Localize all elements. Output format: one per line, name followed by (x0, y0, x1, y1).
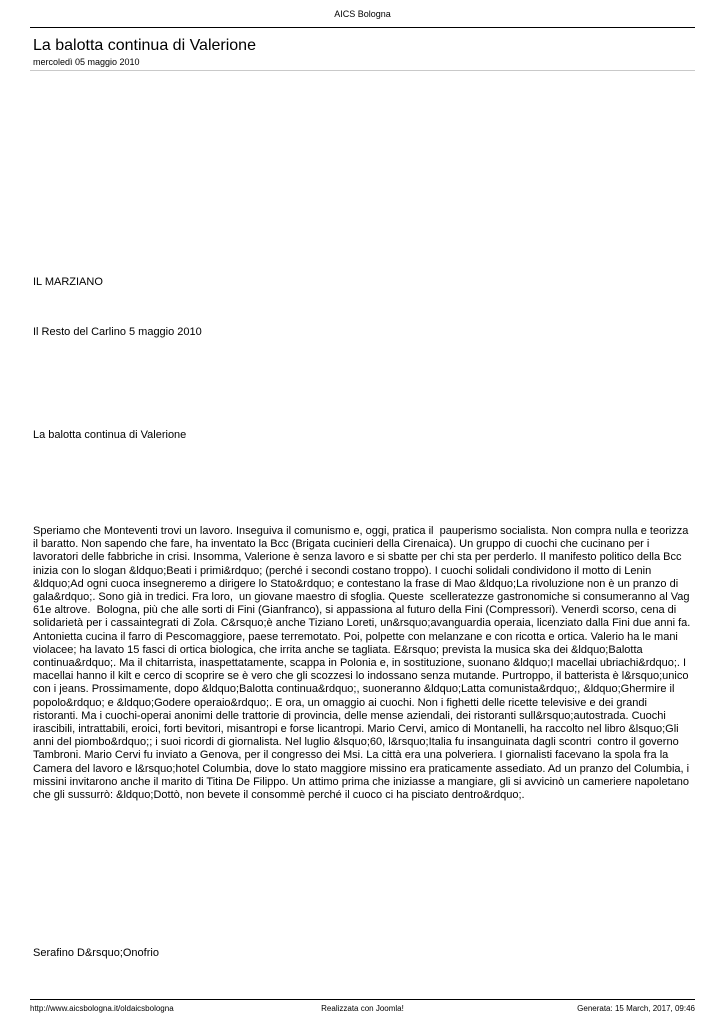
page-title: La balotta continua di Valerione (33, 37, 256, 54)
footer-generated: Generata: 15 March, 2017, 09:46 (577, 1004, 695, 1013)
article-byline: IL MARZIANO (33, 276, 103, 288)
header-divider (30, 27, 695, 28)
article-signature: Serafino D&rsquo;Onofrio (33, 947, 159, 959)
article-subtitle: La balotta continua di Valerione (33, 429, 187, 441)
site-header-text: AICS Bologna (334, 9, 391, 19)
article-body: Speriamo che Monteventi trovi un lavoro. Inseguiva il comunismo e, oggi, pratica il pauperismo socialista. Non compra nulla e teorizza il baratto. Non sapendo che fare, ha inventato la Bcc (Brigata cucinieri della Cirenaica). Un gruppo di cuochi che cucinano per i lavoratori delle fabbriche in crisi. Insomma, Valerione è senza lavoro e si sbatte per chi sta per perderlo. Il manifesto politico della Bcc inizia con lo slogan &ldquo;Beati i primi&rdquo; (perché i secondi costano troppo). I cuochi solidali condividono il motto di Lenin &ldquo;Ad ogni cuoca insegneremo a dirigere lo Stato&rdquo; e contestano la frase di Mao &ldquo;La rivoluzione non è un pranzo di gala&rdquo;. Sono già in tredici. Fra loro, un giovane maestro di sfoglia. Queste scelleratezze gastronomiche si consumeranno al Vag 61e altrove. Bologna, più che alle sorti di Fini (Gianfranco), si appassiona al futuro della Fini (Compressori). Venerdì scorso, cena di solidarietà per i cassaintegrati di Zola. C&rsquo;è anche Tiziano Loreti, un&rsquo;avanguardia operaia, licenziato dalla Fini due anni fa. Antonietta cucina il farro di Pescomaggiore, paese terremotato. Poi, polpette con melanzane e con ricotta e ortica. Valerio ha le mani violacee; ha lavato 15 fasci di ortica biologica, che irrita anche se tagliata. E&rsquo; prevista la musica ska dei &ldquo;Balotta continua&rdquo;. Ma il chitarrista, inaspettatamente, scappa in Polonia e, in sostituzione, suonano &ldquo;I macellai ubriachi&rdquo;. I macellai hanno il kilt e cerco di scoprire se è vero che gli scozzesi lo indossano senza mutande. Purtroppo, il batterista è l&rsquo;unico con i jeans. Prossimamente, dopo &ldquo;Balotta continua&rdquo;, suoneranno &ldquo;Latta comunista&rdquo;, &ldquo;Ghermire il popolo&rdquo; e &ldquo;Godere operaio&rdquo;. E ora, un omaggio ai cuochi. Non i fighetti delle ricette televisive e dei grandi ristoranti. Ma i cuochi-operai anonimi delle trattorie di provincia, delle mense aziendali, dei ristoranti sull&rsquo;autostrada. Cuochi irascibili, intrattabili, eroici, forti bevitori, misantropi e forse licantropi. Mario Cervi, amico di Montanelli, ha raccolto nel libro &lsquo;Gli anni del piombo&rdquo;; i suoi ricordi di giornalista. Nel luglio &lsquo;60, l&rsquo;Italia fu insanguinata dagli scontri contro il governo Tambroni. Mario Cervi fu inviato a Genova, per il congresso dei Msi. La città era una polveriera. I giornalisti facevano la spola fra la Camera del lavoro e l&rsquo;hotel Columbia, dove lo stato maggiore missino era praticamente assediato. Ad un pranzo del Columbia, i missini invitarono anche il marito di Titina De Filippo. Un attimo prima che iniziasse a mangiare, gli si avvicinò un cameriere napoletano che gli sussurrò: &ldquo;Dottò, non bevete il consommè perché il cuoco ci ha pisciato dentro&rdquo;. (33, 525, 693, 802)
footer-divider (30, 999, 695, 1000)
article-source: Il Resto del Carlino 5 maggio 2010 (33, 326, 202, 338)
article-date: mercoledì 05 maggio 2010 (33, 57, 140, 67)
footer-credit: Realizzata con Joomla! (321, 1004, 404, 1013)
title-divider (30, 70, 695, 71)
footer-url: http://www.aicsbologna.it/oldaicsbologna (30, 1004, 174, 1013)
